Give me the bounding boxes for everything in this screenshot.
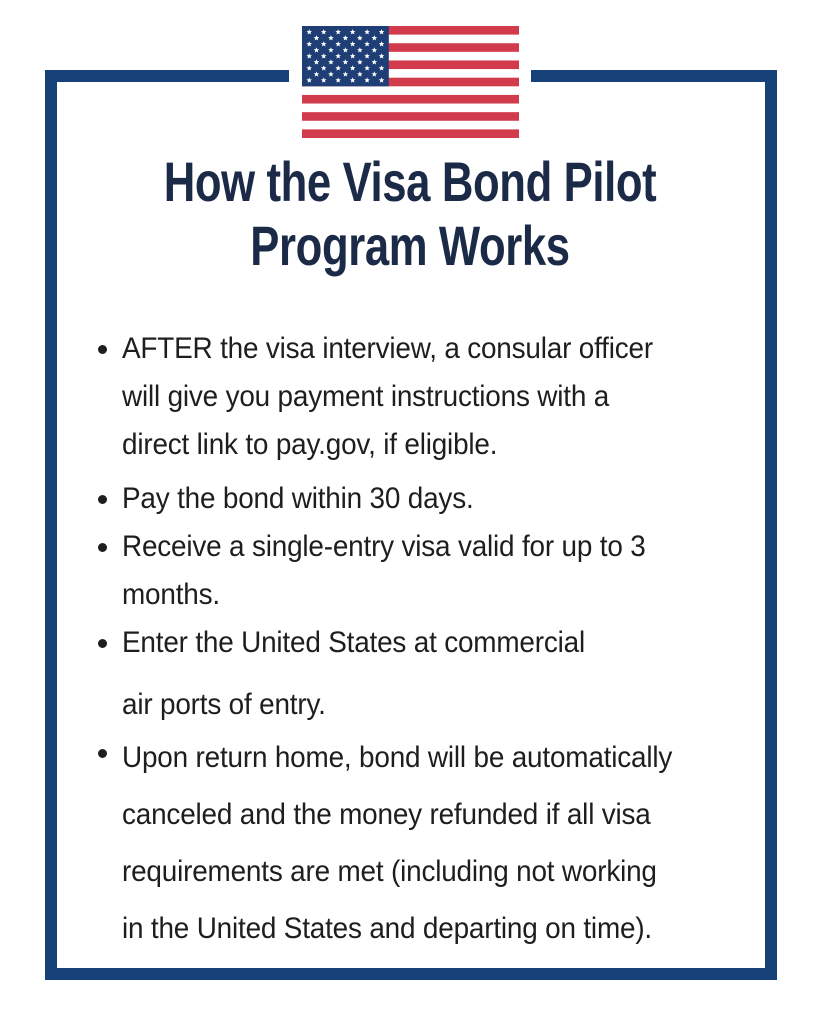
bullet-text-line: Upon return home, bond will be automatically (122, 741, 673, 774)
flag-backdrop (289, 12, 531, 152)
bullet-text-line: in the United States and departing on time). (122, 912, 652, 945)
bullet-dot-icon (98, 495, 107, 504)
list-item (98, 729, 758, 957)
title-line-1: How the Visa Bond Pilot (163, 150, 657, 213)
bullet-text-line: Receive a single-entry visa valid for up to 3 (122, 530, 646, 563)
bullet-text-line: AFTER the visa interview, a consular officer (122, 332, 653, 365)
bullet-dot-icon (98, 639, 107, 648)
list-item (98, 523, 758, 619)
bullet-text-line: direct link to pay.gov, if eligible. (122, 428, 498, 461)
list-item (98, 475, 758, 523)
bullet-text-line: Enter the United States at commercial (122, 626, 585, 659)
page-title (57, 150, 763, 278)
bullet-dot-icon (98, 543, 107, 552)
bullet-list (98, 325, 758, 957)
list-item (98, 325, 758, 469)
bullet-text-line: months. (122, 578, 220, 611)
bullet-dot-icon (98, 749, 107, 758)
bullet-dot-icon (98, 345, 107, 354)
bullet-text-line: requirements are met (including not working (122, 855, 657, 888)
bullet-text-line: canceled and the money refunded if all visa (122, 798, 651, 831)
bullet-text-line: will give you payment instructions with a (122, 380, 610, 413)
us-flag-icon (302, 26, 519, 138)
bullet-text-line: Pay the bond within 30 days. (122, 482, 474, 515)
title-line-2: Program Works (250, 214, 570, 277)
list-item (98, 619, 758, 729)
bullet-text-line: air ports of entry. (122, 688, 326, 721)
